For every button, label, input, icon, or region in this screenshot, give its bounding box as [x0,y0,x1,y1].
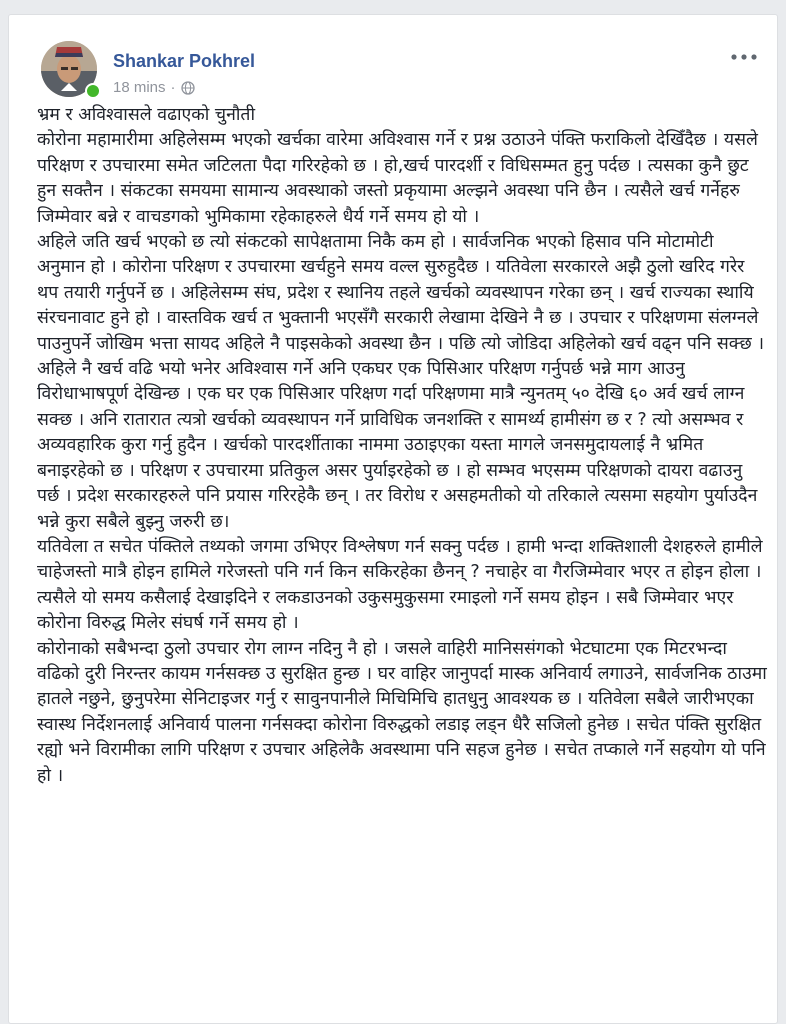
post-timestamp[interactable]: 18 mins [113,79,166,96]
post-paragraph-3: अहिले नै खर्च वढि भयो भनेर अविश्वास गर्ने अनि एकघर एक पिसिआर परिक्षण गर्नुपर्छ भन्ने माग आउनु विरोधाभाषपूर्ण देखिन्छ । एक घर एक पिसिआर परिक्षण गर्दा परिक्षणमा मात्रै न्युनतम् ५० देखि ६० अर्व खर्च लाग्न सक्छ । अनि रातारात त्यत्रो खर्चको व्यवस्थापन गर्ने प्राविधिक जनशक्ति र सामर्थ्य हामीसंग छ र ? त्यो असम्भव र अव्यवहारिक कुरा गर्नु हुदैन । खर्चको पारदर्शीताका नाममा उठाइएका यस्ता मागले जनसमुदायलाई नै भ्रमित बनाइरहेको छ । परिक्षण र उपचारमा प्रतिकुल असर पुर्याइरहेको छ । हो सम्भव भएसम्म परिक्षणको दायरा वढाउनु पर्छ । प्रदेश सरकारहरुले पनि प्रयास गरिरहेकै छन् । तर विरोध र असहमतीको यो तरिकाले त्यसमा सहयोग पुर्याउदैन भन्ने कुरा सबैले बुझ्नु जरुरी छ। [37,359,758,532]
post-meta: 18 mins · [113,79,195,96]
post-header [41,29,765,99]
post-paragraph-5: कोरोनाको सबैभन्दा ठुलो उपचार रोग लाग्न नदिनु नै हो । जसले वाहिरी मानिससंगको भेटघाटमा एक मिटरभन्दा वढिको दुरी निरन्तर कायम गर्नसक्छ उ सुरक्षित हुन्छ । घर वाहिर जानुपर्दा मास्क अनिवार्य लगाउने, सार्वजनिक ठाउमा हातले नछुने, छुनुपरेमा सेनिटाइजर गर्नु र सावुनपानीले मिचिमिचि हातधुनु आवश्यक छ । यतिवेला सबैले जारीभएका स्वास्थ निर्देशनलाई अनिवार्य पालना गर्नसक्दा कोरोना विरुद्धको लडाइ लड्न धैरै सजिलो हुनेछ । सचेत पंक्ति सुरक्षित रह्यो भने विरामीका लागि परिक्षण र उपचार अहिलेकै अवस्थामा पनि सहज हुनेछ । सचेत तप्काले गर्ने सहयोग यो पनि हो । [37,638,767,786]
more-options-icon[interactable] [729,47,759,67]
post-card [8,14,778,1024]
online-status-indicator [85,83,101,99]
post-paragraph-2: अहिले जति खर्च भएको छ त्यो संकटको सापेक्षतामा निकै कम हो । सार्वजनिक भएको हिसाव पनि मोटामोटी अनुमान हो । कोरोना परिक्षण र उपचारमा खर्चहुने समय वल्ल सुरुहुदैछ । यतिवेला सरकारले अझै ठुलो खरिद गरेर थप तयारी गर्नुपर्ने छ । अहिलेसम्म संघ, प्रदेश र स्थानिय तहले खर्चको व्यवस्थापन गरेका छन् । खर्च राज्यका स्थायि संरचनावाट हुने हो । वास्तविक खर्च त भुक्तानी भएसँगै सरकारी लेखामा देखिने नै छ । उपचार र परिक्षणमा संलग्नले पाउनुपर्ने जोखिम भत्ता सायद अहिले नै पाइसकेको अवस्था छैन । पछि त्यो जोडिदा अहिलेको खर्च वढ्न पनि सक्छ । [37,232,765,354]
post-text [37,103,767,789]
post-title: भ्रम र अविश्वासले वढाएको चुनौती [37,105,255,125]
author-name[interactable]: Shankar Pokhrel [113,51,256,71]
globe-icon[interactable] [181,81,195,95]
post-paragraph-4: यतिवेला त सचेत पंक्तिले तथ्यको जगमा उभिएर विश्लेषण गर्न सक्नु पर्दछ । हामी भन्दा शक्तिशाली देशहरुले हामीले चाहेजस्तो मात्रै होइन हामिले गरेजस्तो पनि गर्न किन सकिरहेका छैनन् ? नचाहेर वा गैरजिम्मेवार भएर त होइन होला । त्यसैले यो समय कसैलाई देखाइदिने र लकडाउनको उकुसमुकुसमा रमाइलो गर्ने समय होइन । सबै जिम्मेवार भएर कोरोना विरुद्ध मिलेर संघर्ष गर्ने समय हो । [37,536,763,634]
post-paragraph-1: कोरोना महामारीमा अहिलेसम्म भएको खर्चका वारेमा अविश्वास गर्ने र प्रश्न उठाउने पंक्ति फराकिलो देखिँदैछ । यसले परिक्षण र उपचारमा समेत जटिलता पैदा गरिरहेको छ । हो,खर्च पारदर्शी र विधिसम्मत हुनु पर्दछ । त्यसका कुनै छुट हुन सक्तैन । संकटका समयमा सामान्य अवस्थाको जस्तो प्रकृयामा अल्झने अवस्था पनि छैन । त्यसैले खर्च गर्नेहरु जिम्मेवार बन्ने र वाचडगको भुमिकामा रहेकाहरुले धैर्य गर्ने समय हो यो । [37,130,758,227]
